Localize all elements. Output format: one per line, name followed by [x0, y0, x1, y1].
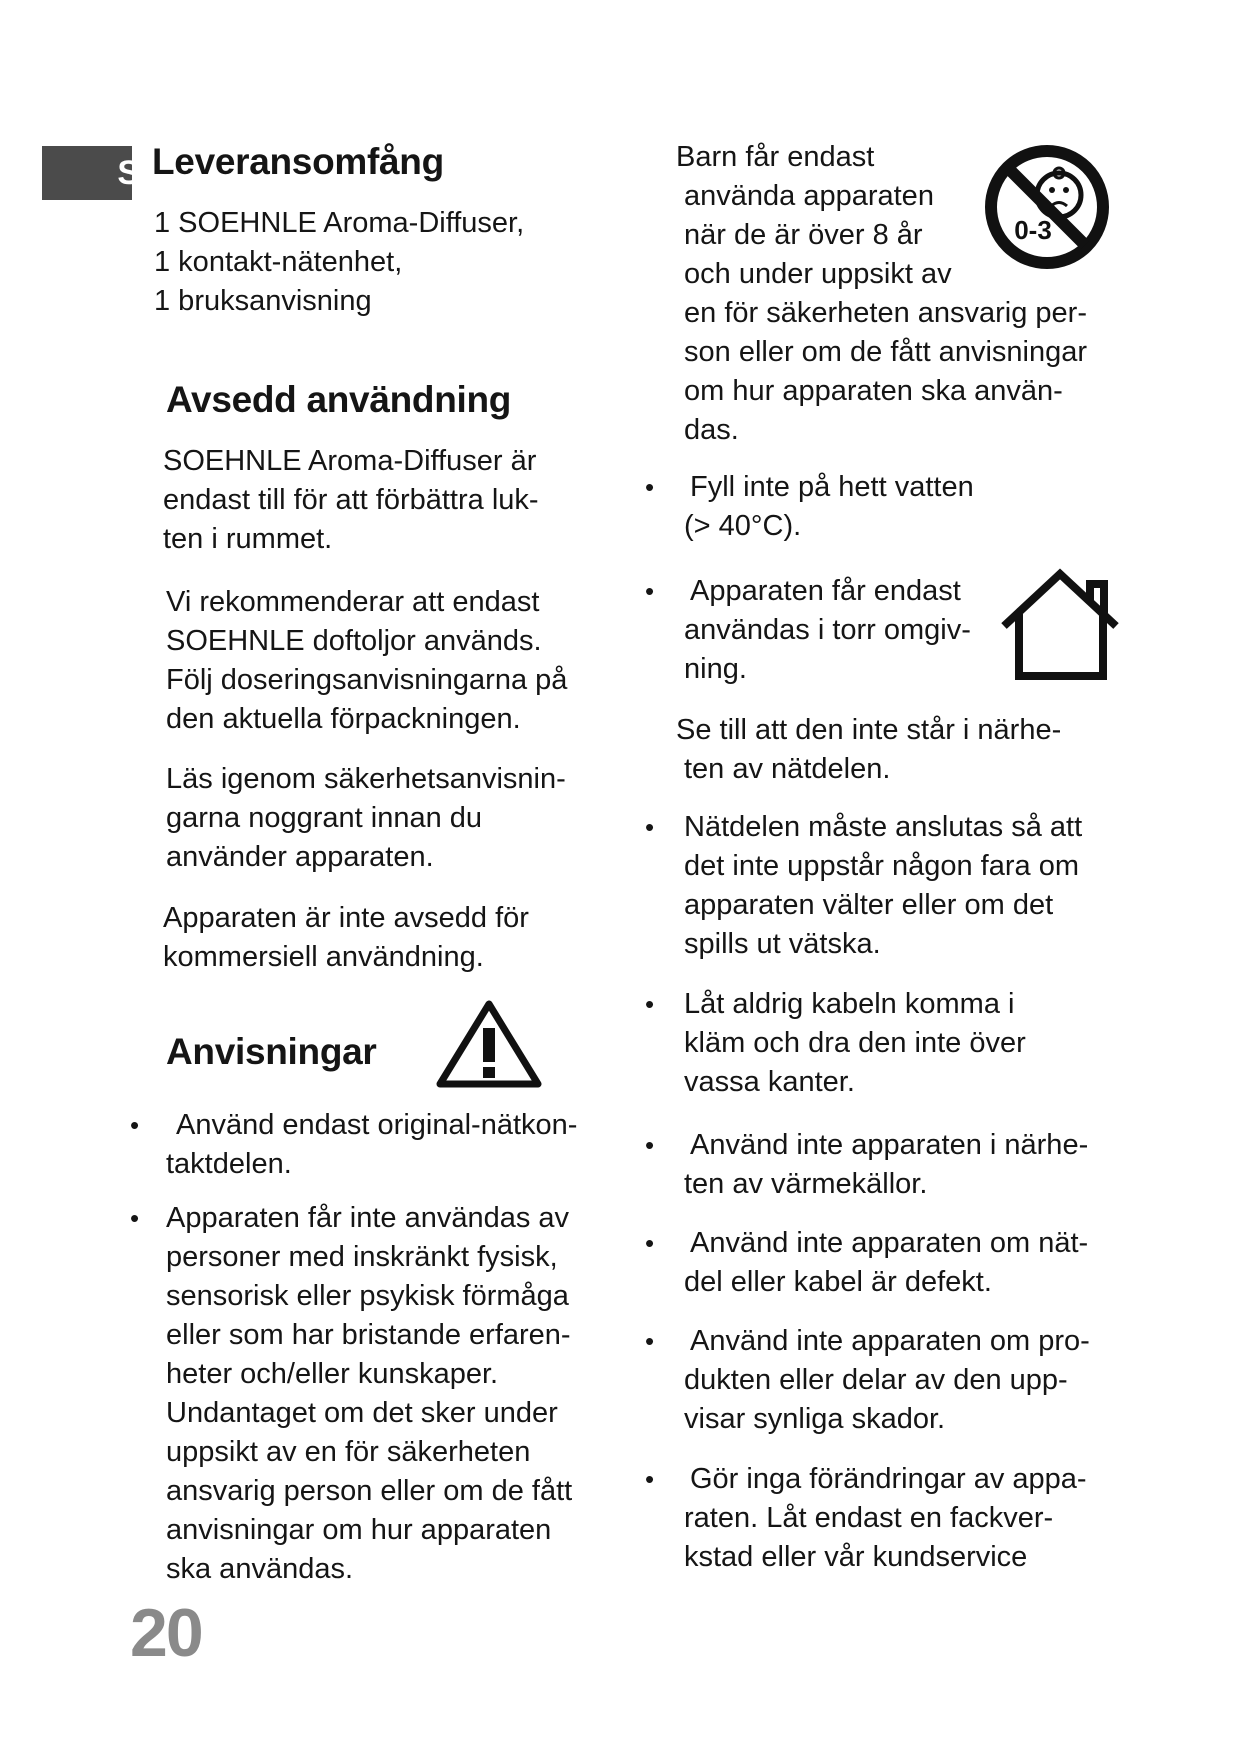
text-line: och under uppsikt av [684, 258, 952, 290]
text-line: Använd inte apparaten i närhe- [690, 1129, 1089, 1161]
text-line: använda apparaten [684, 180, 934, 212]
text-line: das. [684, 414, 739, 446]
instruction-item [166, 1106, 577, 1184]
bullet-dot: • [130, 1203, 140, 1233]
power-supply-distance-paragraph [676, 711, 1061, 789]
text-line: det inte uppstår någon fara om [684, 850, 1079, 882]
text-line: ska användas. [166, 1553, 354, 1585]
safety-item-damage [684, 1322, 1090, 1439]
text-line: om hur apparaten ska använ- [684, 375, 1063, 407]
text-line: Vi rekommenderar att endast [166, 586, 540, 618]
text-line: son eller om de fått anvisningar [684, 336, 1087, 368]
bullet-dot: • [645, 1464, 655, 1494]
indoor-house-icon [998, 566, 1122, 682]
age-label: 0-3 [1014, 215, 1052, 245]
heading-intended-use: Avsedd användning [166, 379, 512, 420]
bullet-dot: • [645, 812, 655, 842]
text-line: ten av nätdelen. [684, 753, 891, 785]
safety-item-connect [684, 808, 1082, 964]
bullet-dot: • [130, 1110, 140, 1140]
intended-use-paragraph-2 [166, 583, 567, 739]
text-line: eller som har bristande erfaren- [166, 1319, 571, 1351]
instruction-item [166, 1199, 572, 1589]
bullet-dot: • [645, 989, 655, 1019]
intended-use-paragraph-3 [166, 760, 566, 877]
text-line: ten av värmekällor. [684, 1168, 928, 1200]
heading-scope: Leveransomfång [152, 141, 444, 182]
text-line: heter och/eller kunskaper. [166, 1358, 499, 1390]
bullet-dot: • [645, 576, 655, 606]
language-tab [42, 146, 140, 200]
scope-list [154, 204, 524, 321]
text-line: SOEHNLE doftoljor används. [166, 625, 542, 657]
text-line: raten. Låt endast en fackver- [684, 1502, 1054, 1534]
text-line: Följ doseringsanvisningarna på [166, 664, 568, 696]
text-line: använder apparaten. [166, 841, 434, 873]
text-line: den aktuella förpackningen. [166, 703, 521, 735]
no-children-under-3-icon [983, 143, 1111, 271]
safety-item-cable [684, 985, 1026, 1102]
intended-use-paragraph-4 [163, 899, 529, 977]
intended-use-paragraph-1 [163, 442, 539, 559]
warning-triangle-icon [434, 998, 544, 1090]
text-line: Fyll inte på hett vatten [690, 471, 974, 503]
text-line: när de är över 8 år [684, 219, 923, 251]
text-line: endast till för att förbättra luk- [163, 484, 539, 516]
text-line: personer med inskränkt fysisk, [166, 1241, 558, 1273]
safety-item-defect [684, 1224, 1088, 1302]
text-line: anvisningar om hur apparaten [166, 1514, 552, 1546]
scope-line: 1 bruksanvisning [154, 285, 372, 317]
text-line: sensorisk eller psykisk förmåga [166, 1280, 569, 1312]
bullet-dot: • [645, 1130, 655, 1160]
safety-item-heat [684, 1126, 1088, 1204]
text-line: Låt aldrig kabeln komma i [684, 988, 1015, 1020]
text-line: Apparaten är inte avsedd för [163, 902, 529, 934]
text-line: del eller kabel är defekt. [684, 1266, 992, 1298]
text-line: ansvarig person eller om de fått [166, 1475, 573, 1507]
text-line: taktdelen. [166, 1148, 292, 1180]
text-line: Använd inte apparaten om nät- [690, 1227, 1089, 1259]
heading-instructions: Anvisningar [166, 1031, 377, 1072]
text-line: Gör inga förändringar av appa- [690, 1463, 1087, 1495]
text-line: användas i torr omgiv- [684, 614, 971, 646]
text-line: Använd endast original-nätkon- [176, 1109, 578, 1141]
page-number: 20 [130, 1595, 202, 1671]
text-line: vassa kanter. [684, 1066, 855, 1098]
text-line: Apparaten får inte användas av [166, 1202, 570, 1234]
text-line: en för säkerheten ansvarig per- [684, 297, 1087, 329]
text-line: Undantaget om det sker under [166, 1397, 558, 1429]
bullet-dot: • [645, 472, 655, 502]
bullet-dot: • [645, 1228, 655, 1258]
text-line: (> 40°C). [684, 510, 802, 542]
text-line: Nätdelen måste anslutas så att [684, 811, 1083, 843]
language-tab-letter: S [117, 154, 140, 192]
text-line: Se till att den inte står i närhe- [676, 714, 1062, 746]
text-line: uppsikt av en för säkerheten [166, 1436, 531, 1468]
text-line: kstad eller vår kundservice [684, 1541, 1028, 1573]
text-line: kläm och dra den inte över [684, 1027, 1026, 1059]
scope-line: 1 kontakt-nätenhet, [154, 246, 403, 278]
text-line: spills ut vätska. [684, 928, 881, 960]
text-line: kommersiell användning. [163, 941, 484, 973]
safety-item-hot-water [684, 468, 974, 546]
text-line: visar synliga skador. [684, 1403, 946, 1435]
text-line: ning. [684, 653, 747, 685]
safety-item-modify [684, 1460, 1087, 1577]
scope-line: 1 SOEHNLE Aroma-Diffuser, [154, 207, 525, 239]
text-line: SOEHNLE Aroma-Diffuser är [163, 445, 537, 477]
text-line: Använd inte apparaten om pro- [690, 1325, 1090, 1357]
text-line: ten i rummet. [163, 523, 333, 555]
bullet-dot: • [645, 1326, 655, 1356]
text-line: dukten eller delar av den upp- [684, 1364, 1068, 1396]
text-line: Läs igenom säkerhetsanvisnin- [166, 763, 566, 795]
safety-item-dry [684, 572, 971, 689]
text-line: Barn får endast [676, 141, 875, 173]
text-line: garna noggrant innan du [166, 802, 483, 834]
text-line: Apparaten får endast [690, 575, 961, 607]
text-line: apparaten välter eller om det [684, 889, 1054, 921]
